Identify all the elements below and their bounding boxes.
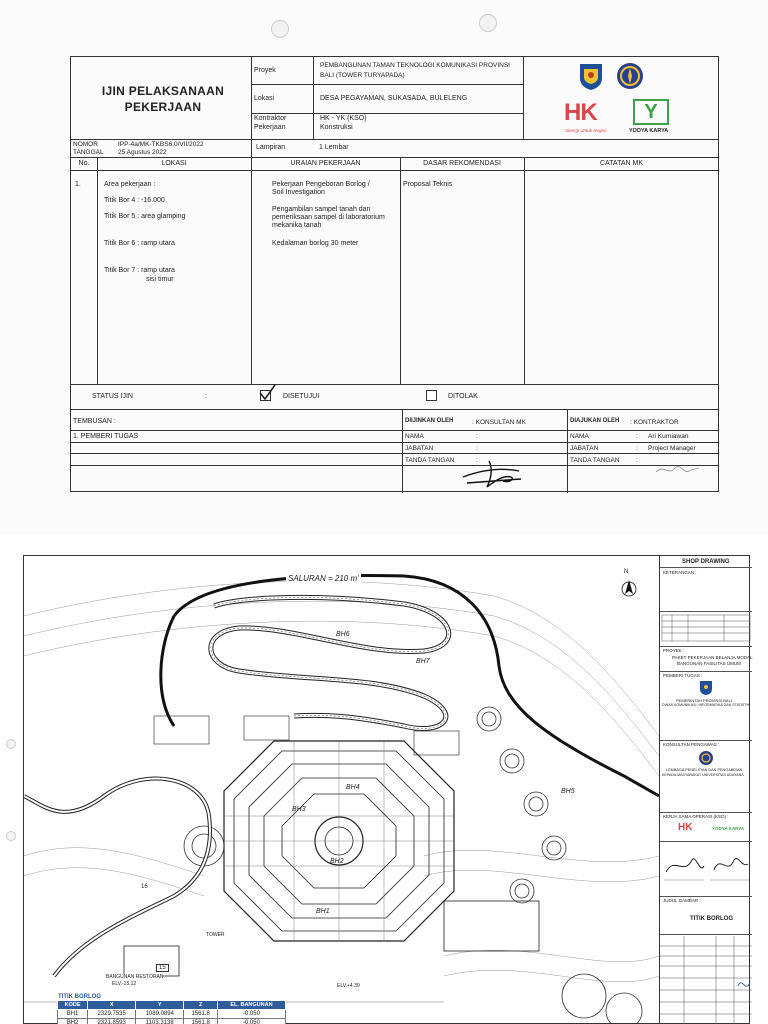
bali-province-crest-icon (576, 61, 606, 91)
uraian-line-3: Pengambilan sampel tanah dan (272, 206, 371, 213)
jabatan-value-right: Project Manager (648, 445, 696, 452)
borlog-header-elevation: EL. BANGUNAN (217, 1001, 285, 1010)
work-label: Pekerjaan (254, 124, 286, 131)
site-plan (24, 556, 659, 1024)
table-row (58, 1019, 286, 1024)
hk-tagline: Sinergi Untuk Negeri (565, 128, 607, 133)
proyek-line-1: PAKET PEKERJAAN BELANJA MODAL (672, 655, 753, 660)
yodya-karya-logo: Y (633, 99, 669, 125)
uraian-line-4: pemeriksaan sampel di laboratorium (272, 214, 385, 221)
revision-grid (660, 613, 752, 643)
borlog-grid (57, 1000, 286, 1024)
form-title: IJIN PELAKSANAAN (101, 84, 225, 98)
diijinkan-label: DIIJINKAN OLEH (405, 418, 454, 424)
signature-contractor (653, 460, 701, 480)
bali-province-crest-icon (698, 680, 714, 696)
punch-hole (271, 20, 289, 38)
contractor-label: Kontraktor (254, 115, 287, 122)
elevation-label: ELV.+4.30 (337, 983, 360, 989)
table-cell: 1561.8 (184, 1019, 218, 1024)
lampiran-label: Lampiran (256, 144, 286, 151)
saluran-label: SALURAN = 210 m' (288, 574, 359, 583)
jabatan-colon-left: : (476, 445, 478, 452)
ttd-label-left: TANDA TANGAN (405, 457, 455, 464)
table-cell: 1561.8 (184, 1010, 218, 1019)
punch-hole (6, 739, 16, 749)
work-value: Konstruksi (320, 124, 353, 131)
borlog-header-z: Z (184, 1001, 218, 1010)
tembusan-item-1: 1. PEMBERI TUGAS (73, 433, 139, 440)
form-title-line-2: PEKERJAAN (124, 100, 202, 114)
contractor-value: HK - YK (KSO) (320, 115, 367, 122)
approved-label: DISETUJUI (283, 393, 320, 400)
pemberi-tugas-label: PEMBERI TUGAS : (663, 673, 703, 678)
proyek-line-2: BANGUNAN FASILITAS UMUM (677, 661, 741, 666)
konsultan-line-2: KEPADA MASYARAKAT UNIVERSITAS UDAYANA (662, 773, 744, 777)
kso-label: KERJA SAMA OPERASI (KSO) : (663, 814, 729, 819)
table-cell: -0.050 (217, 1019, 285, 1024)
konsultan-line-1: LEMBAGA PENELITIAN DAN PENGABDIAN (666, 768, 743, 772)
bh2-label: BH2 (330, 858, 344, 865)
location-value: DESA PEGAYAMAN, SUKASADA, BULELENG (320, 95, 468, 102)
column-header-no: No. (78, 160, 90, 167)
table-cell: BH2 (58, 1019, 88, 1024)
column-header-uraian: URAIAN PEKERJAAN (290, 160, 361, 167)
diijinkan-value: : KONSULTAN MK (472, 419, 526, 426)
approval-grid (660, 936, 752, 1024)
dasar-rekomendasi: Proposal Teknis (403, 181, 453, 188)
north-label: N (624, 569, 629, 575)
column-header-lokasi: LOKASI (161, 160, 187, 167)
tembusan-label: TEMBUSAN : (73, 418, 116, 425)
jabatan-label-left: JABATAN (405, 445, 434, 452)
punch-hole (6, 831, 16, 841)
borlog-header-kode: KODE (58, 1001, 88, 1010)
borlog-table-title: TITIK BORLOG (57, 994, 286, 1000)
punch-hole (479, 14, 497, 32)
nama-label-right: NAMA (570, 433, 589, 440)
nama-colon-right: : (636, 433, 638, 440)
table-row (58, 1010, 286, 1019)
row-number: 1. (75, 181, 81, 188)
sidebar-signatures (662, 846, 750, 886)
shop-drawing-title: SHOP DRAWING (682, 559, 730, 565)
pemberi-line-1: PEMERINTAH PROVINSI BALI (676, 698, 732, 703)
lampiran-value: 1 Lembar (319, 144, 349, 151)
marker-16: 16 (141, 884, 148, 890)
udayana-seal-icon (615, 61, 645, 91)
diajukan-value: : KONTRAKTOR (630, 419, 679, 426)
bh6-label: BH6 (336, 631, 350, 638)
ttd-label-right: TANDA TANGAN (570, 457, 620, 464)
check-mark-icon (257, 383, 277, 403)
north-arrow-icon (622, 580, 636, 596)
project-label: Proyek (254, 67, 276, 74)
rejected-checkbox[interactable] (426, 390, 437, 401)
marker-15: 15 (156, 964, 169, 972)
bh3-label: BH3 (292, 806, 306, 813)
titik-bor-7-line-2: sisi timur (146, 276, 174, 283)
nomor-label: NOMOR (73, 141, 98, 148)
keterangan-label: KETERANGAN : (663, 570, 697, 575)
project-value: PEMBANGUNAN TAMAN TEKNOLOGI KOMUNIKASI PROVINSI (320, 62, 510, 69)
titik-bor-4: Titik Bor 4 : -16.000 (104, 197, 165, 204)
drawing-sheet (23, 555, 753, 1024)
uraian-line-6: Kedalaman borlog 30 meter (272, 240, 359, 247)
pemberi-line-2: DINAS KOMUNIKASI, INFORMATIKA DAN STATISTIK (662, 703, 750, 707)
udayana-seal-icon (698, 750, 714, 766)
title-block (659, 556, 751, 1024)
location-label: Lokasi (254, 95, 275, 102)
uraian-line-2: Soil Investigation (272, 189, 325, 196)
tanggal-value: 25 Agustus 2022 (118, 149, 167, 156)
judul-gambar-label: JUDUL GAMBAR : (663, 898, 701, 903)
nama-label-left: NAMA (405, 433, 424, 440)
diajukan-label: DIAJUKAN OLEH (570, 418, 620, 424)
signature-mk (459, 455, 531, 491)
table-cell: 2329.7535 (88, 1010, 136, 1019)
drawing-title: TITIK BORLOG (690, 916, 733, 922)
nomor-value: IPP-4a/MK-TKBS6.0/VII/2022 (118, 141, 204, 148)
status-colon: : (205, 393, 207, 400)
tower-label: TOWER (206, 932, 225, 938)
titik-bor-5: Titik Bor 5 : area glamping (104, 213, 186, 220)
table-cell: 1103.3138 (136, 1019, 184, 1024)
shop-drawing-page (0, 541, 768, 1024)
borlog-header-y: Y (136, 1001, 184, 1010)
jabatan-colon-right: : (636, 445, 638, 452)
titik-bor-7: Titik Bor 7 : ramp utara (104, 267, 175, 274)
ttd-colon-right: : (636, 457, 638, 464)
tanggal-label: TANGGAL (73, 149, 104, 156)
bh5-label: BH5 (561, 788, 575, 795)
bh1-label: BH1 (316, 908, 330, 915)
column-header-catatan: CATATAN MK (599, 160, 644, 167)
konsultan-label: KONSULTAN PENGAWAS : (663, 742, 720, 747)
area-label: Area pekerjaan : (104, 181, 156, 188)
rejected-label: DITOLAK (448, 393, 478, 400)
uraian-line-5: mekanika tanah (272, 222, 322, 229)
table-cell: 2321.8593 (88, 1019, 136, 1024)
nama-value-right: Ari Kurniawan (648, 433, 689, 440)
nama-colon-left: : (476, 433, 478, 440)
table-cell: 1089.0894 (136, 1010, 184, 1019)
column-header-dasar: DASAR REKOMENDASI (423, 160, 501, 167)
borlog-table (57, 994, 286, 1024)
permit-form (70, 56, 719, 492)
borlog-header-x: X (88, 1001, 136, 1010)
restoran-elevation: ELV.-15.12 (112, 981, 137, 987)
bh7-label: BH7 (416, 658, 430, 665)
titik-bor-6: Titik Bor 6 : ramp utara (104, 240, 175, 247)
yk-name: YODYA KARYA (629, 128, 669, 134)
project-value-line-2: BALI (TOWER TURYAPADA) (320, 72, 405, 79)
proyek-label: PROYEK : (663, 648, 685, 653)
kso-yk-logo: YODYA KARYA (712, 826, 745, 831)
restoran-label: BANGUNAN RESTORAN (106, 974, 164, 980)
kso-hk-logo: HK (678, 822, 693, 833)
table-cell: -0.050 (217, 1010, 285, 1019)
ttd-colon-left: : (476, 457, 478, 464)
hutama-karya-logo: HK (564, 99, 597, 126)
status-label: STATUS IJIN (92, 393, 133, 400)
jabatan-label-right: JABATAN (570, 445, 599, 452)
table-cell: BH1 (58, 1010, 88, 1019)
uraian-line-1: Pekerjaan Pengeboran Borlog / (272, 181, 370, 188)
bh4-label: BH4 (346, 784, 360, 791)
